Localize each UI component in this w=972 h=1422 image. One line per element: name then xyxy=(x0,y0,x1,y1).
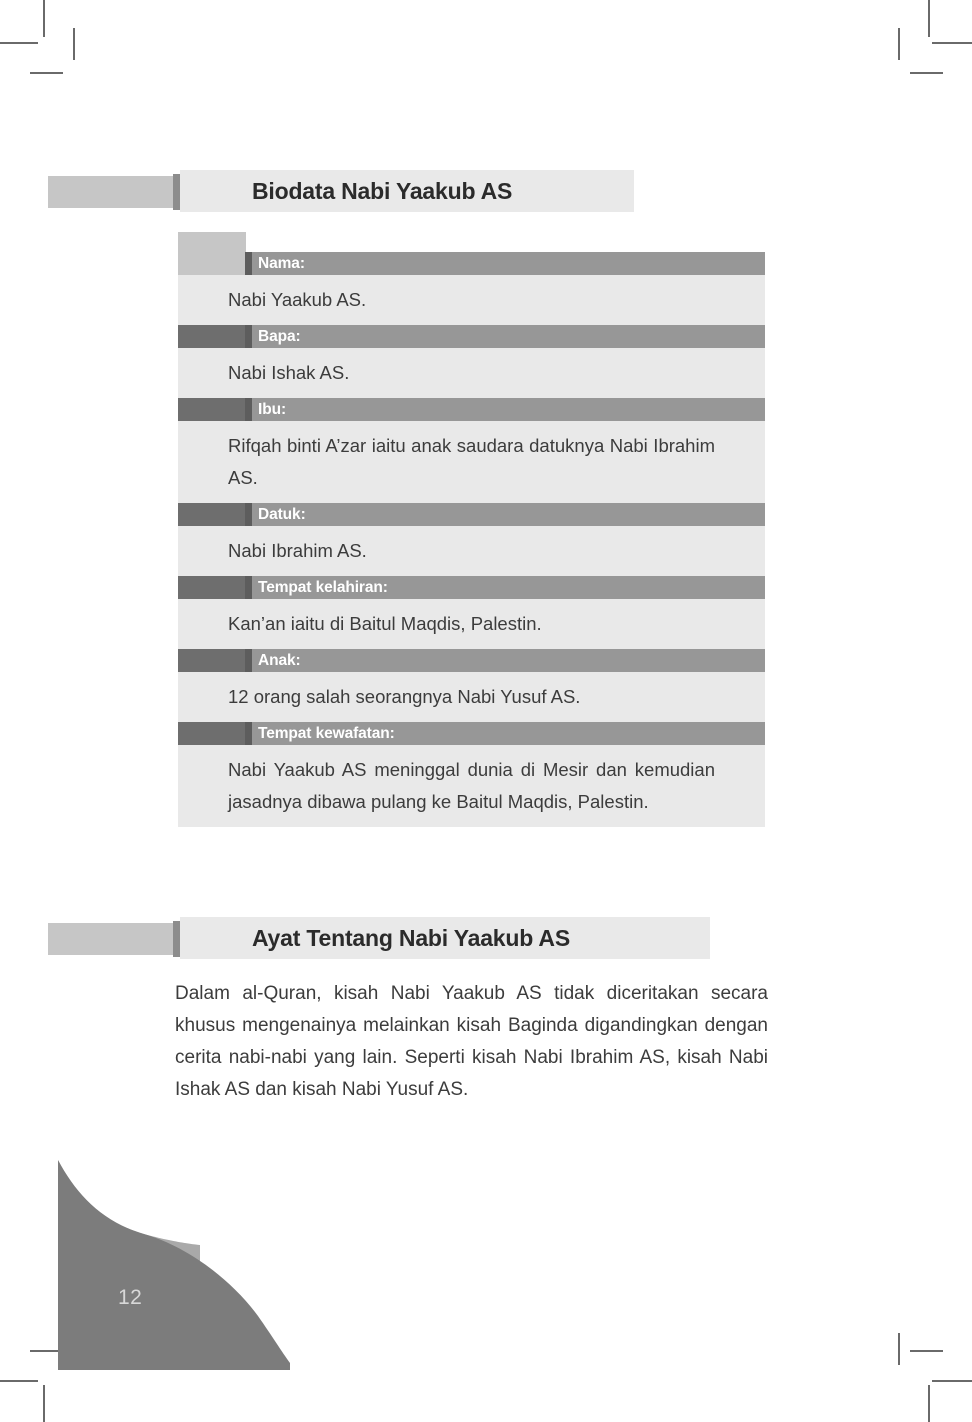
section-header-bar xyxy=(180,170,634,212)
label-notch xyxy=(245,252,252,275)
biodata-label-anak xyxy=(178,649,765,672)
crop-mark-top-right-inner-horizontal xyxy=(910,72,943,74)
crop-mark-bottom-right-vertical xyxy=(928,1385,930,1422)
biodata-value-anak: 12 orang salah seorangnya Nabi Yusuf AS. xyxy=(228,686,581,707)
crop-mark-bottom-right-inner-vertical xyxy=(898,1333,900,1365)
section-header-ayat xyxy=(48,917,662,959)
biodata-value-datuk: Nabi Ibrahim AS. xyxy=(228,540,367,561)
crop-mark-top-right-horizontal xyxy=(932,42,972,44)
label-notch xyxy=(245,398,252,421)
biodata-value-nama: Nabi Yaakub AS. xyxy=(228,289,367,310)
ayat-paragraph: Dalam al-Quran, kisah Nabi Yaakub AS tidak diceritakan secara khusus mengenainya melainkan kisah Baginda digandingkan dengan cerita nabi-nabi yang lain. Seperti kisah Nabi Ibrahim AS, kisah Nabi Ishak AS dan kisah Nabi Yusuf AS. xyxy=(175,983,768,1100)
biodata-label-nama xyxy=(178,252,765,275)
label-notch xyxy=(245,649,252,672)
biodata-label-text: Datuk: xyxy=(258,506,306,523)
label-notch xyxy=(245,503,252,526)
crop-mark-bottom-right-horizontal xyxy=(932,1380,972,1382)
biodata-value-ibu: Rifqah binti A’zar iaitu anak saudara datuknya Nabi Ibrahim AS. xyxy=(228,435,715,488)
crop-mark-top-left-vertical xyxy=(43,0,45,37)
biodata-value-tempat-kelahiran: Kan’an iaitu di Baitul Maqdis, Palestin. xyxy=(228,613,542,634)
biodata-top-tab xyxy=(178,232,246,252)
biodata-label-text: Tempat kelahiran: xyxy=(258,579,388,596)
label-notch xyxy=(245,576,252,599)
label-block xyxy=(178,649,245,672)
biodata-value-tempat-kewafatan: Nabi Yaakub AS meninggal dunia di Mesir dan kemudian jasadnya dibawa pulang ke Baitul Maqdis, Palestin. xyxy=(228,759,715,812)
page-curl-decoration xyxy=(58,1160,298,1382)
crop-mark-top-right-inner-vertical xyxy=(898,28,900,60)
biodata-label-tempat-kewafatan xyxy=(178,722,765,745)
label-notch xyxy=(245,325,252,348)
crop-mark-top-left-inner-horizontal xyxy=(30,72,63,74)
page-curl-dark-body xyxy=(58,1160,290,1370)
section-title-ayat: Ayat Tentang Nabi Yaakub AS xyxy=(252,925,570,951)
biodata-label-text: Nama: xyxy=(258,255,305,272)
crop-mark-top-left-horizontal xyxy=(0,42,38,44)
section-header-bar xyxy=(180,917,710,959)
biodata-value-bapa: Nabi Ishak AS. xyxy=(228,362,350,383)
label-block xyxy=(178,722,245,745)
biodata-label-ibu xyxy=(178,398,765,421)
section-title-biodata: Biodata Nabi Yaakub AS xyxy=(252,178,513,204)
label-block xyxy=(178,398,245,421)
label-block xyxy=(178,325,245,348)
biodata-label-datuk xyxy=(178,503,765,526)
biodata-label-bapa xyxy=(178,325,765,348)
biodata-label-text: Tempat kewafatan: xyxy=(258,725,395,742)
biodata-rows xyxy=(178,252,765,827)
crop-mark-top-left-inner-vertical xyxy=(73,28,75,60)
crop-mark-bottom-left-horizontal xyxy=(0,1380,38,1382)
section-header-biodata xyxy=(48,170,586,212)
page-number: 12 xyxy=(118,1286,143,1309)
section-header-tab xyxy=(48,176,173,208)
label-block xyxy=(178,576,245,599)
crop-mark-bottom-left-vertical xyxy=(43,1385,45,1422)
biodata-label-text: Bapa: xyxy=(258,328,301,345)
label-block xyxy=(178,252,245,275)
label-notch xyxy=(245,722,252,745)
biodata-label-tempat-kelahiran xyxy=(178,576,765,599)
biodata-label-text: Ibu: xyxy=(258,401,287,418)
section-header-tab xyxy=(48,923,173,955)
biodata-label-text: Anak: xyxy=(258,652,301,669)
crop-mark-bottom-right-inner-horizontal xyxy=(910,1350,943,1352)
crop-mark-top-right-vertical xyxy=(928,0,930,37)
label-block xyxy=(178,503,245,526)
